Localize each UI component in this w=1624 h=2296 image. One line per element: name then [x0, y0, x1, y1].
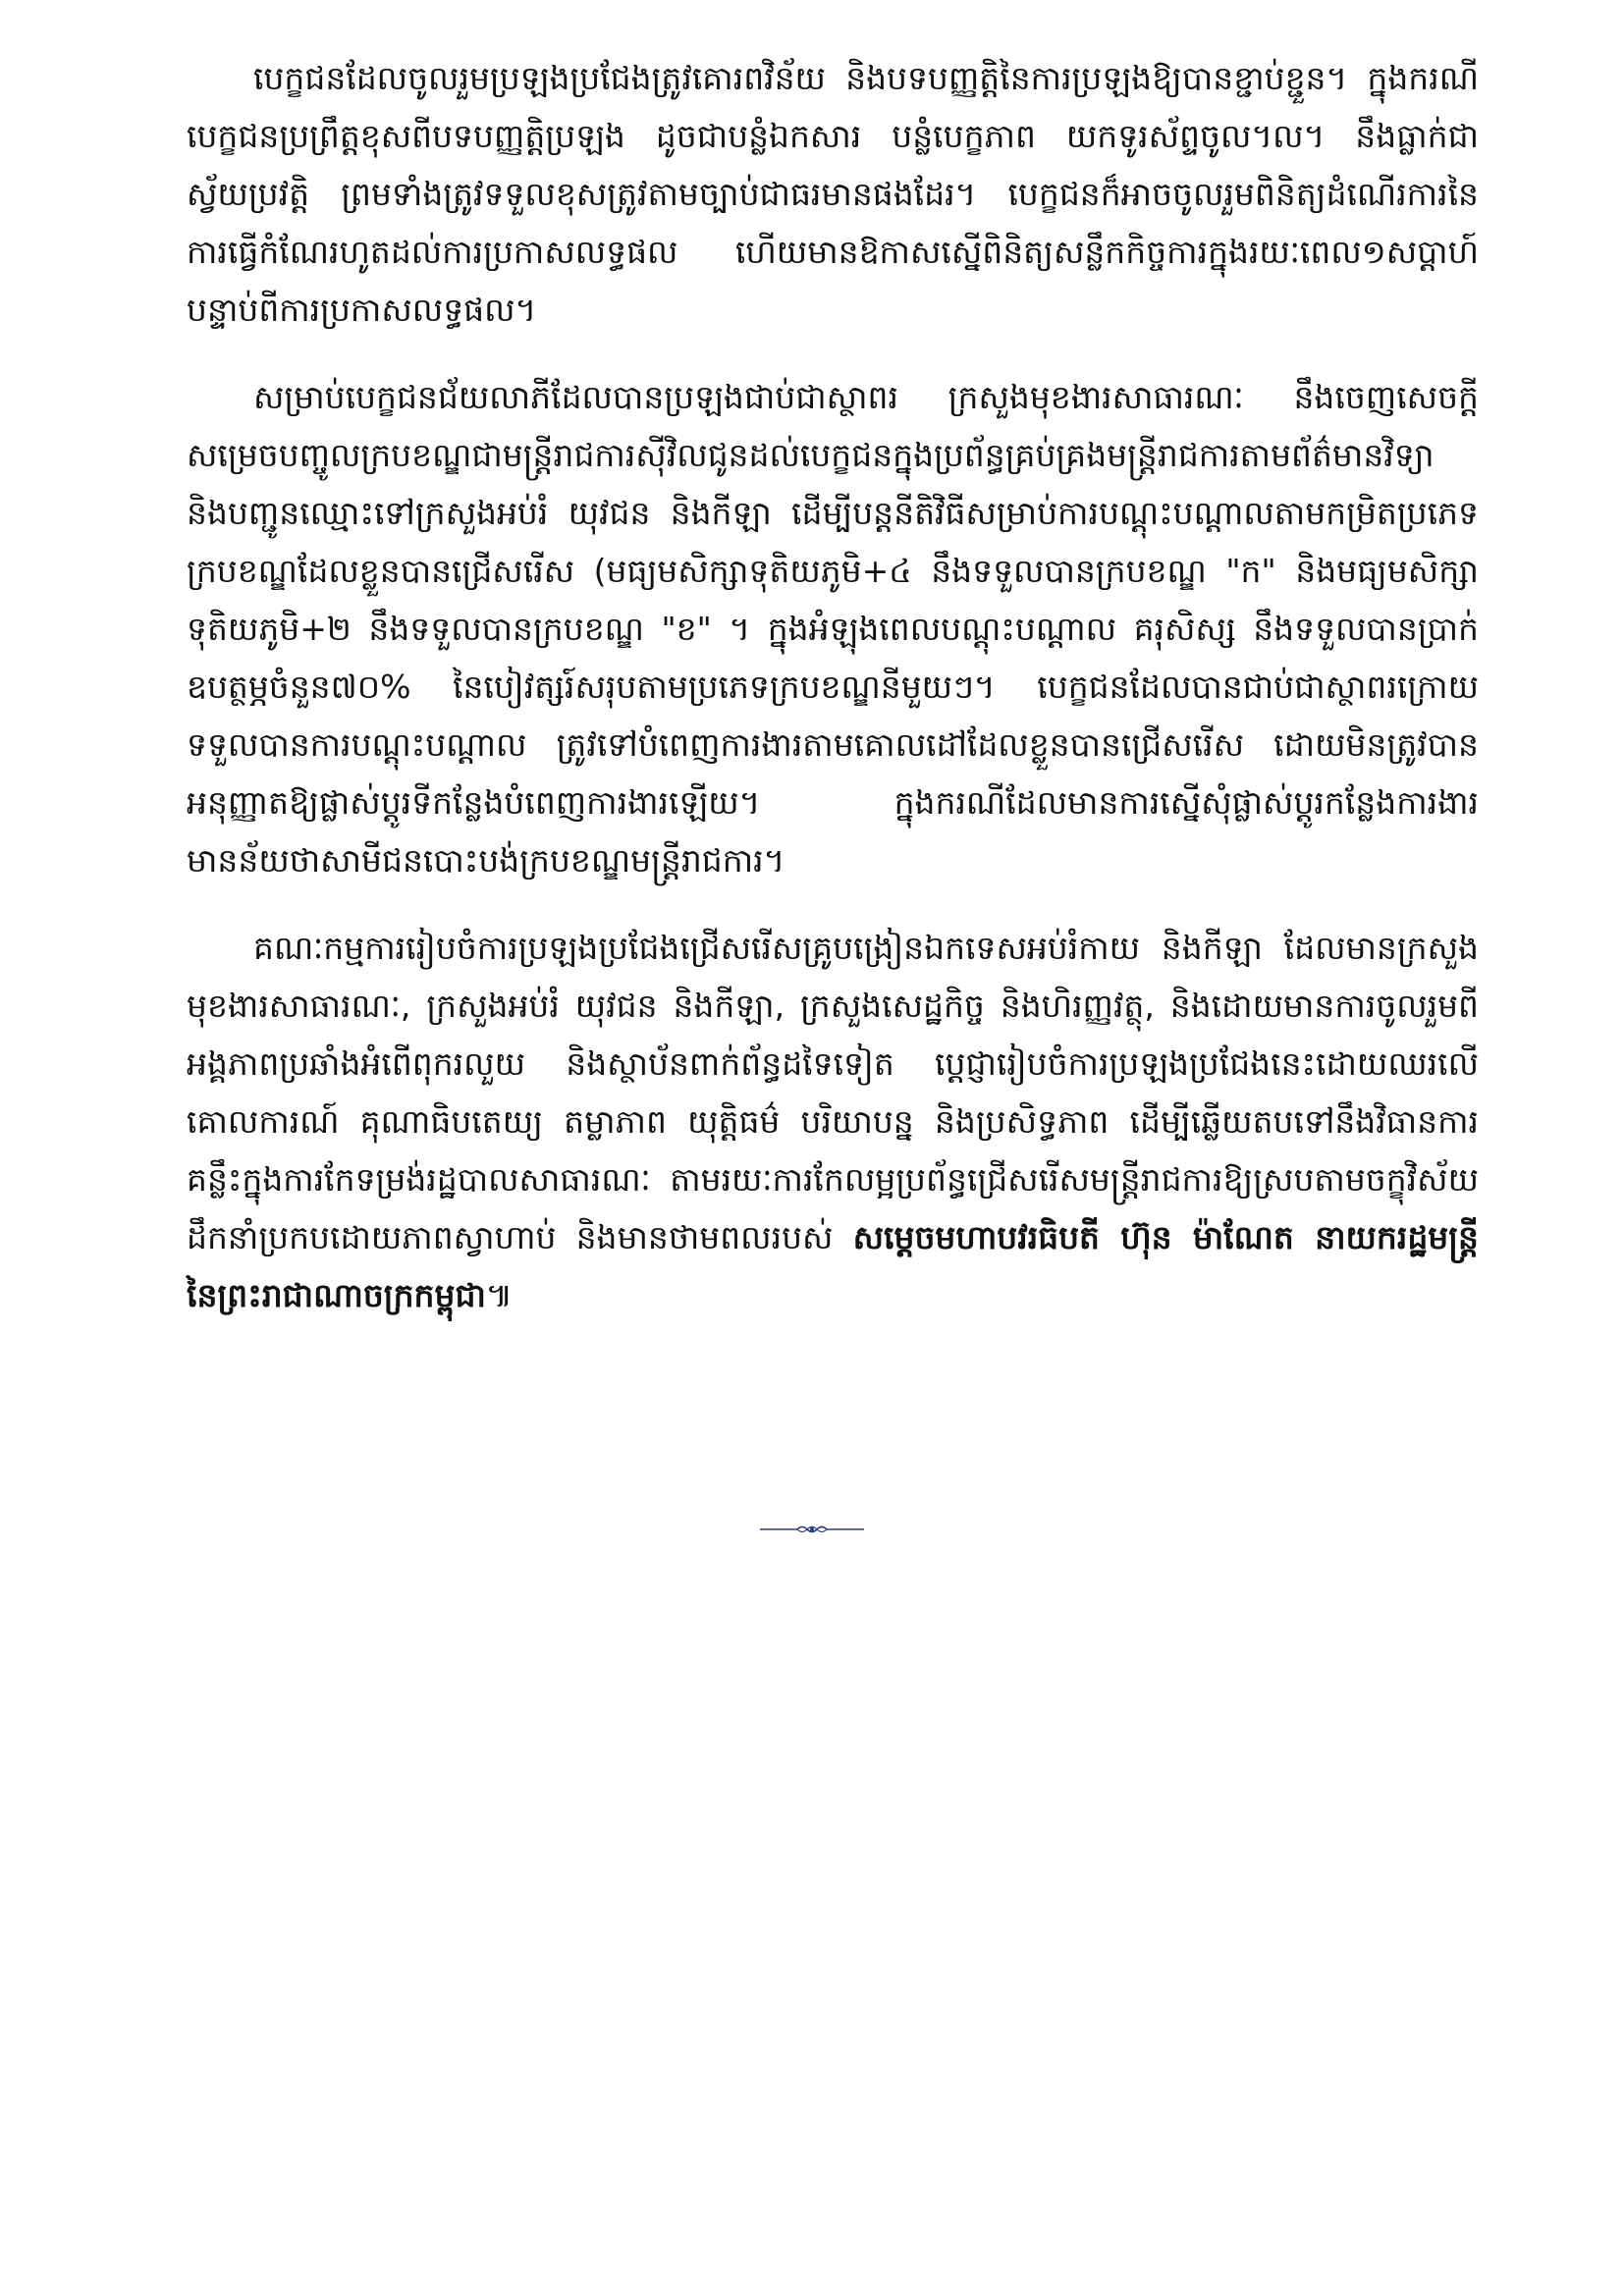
prime-minister-name: សម្តេចមហាបវរធិបតី ហ៊ុន ម៉ាណែត នាយករដ្ឋមន្ត្រី នៃព្រះរាជាណាចក្រកម្ពុជា	[187, 1218, 1480, 1314]
paragraph-candidate-rules: បេក្ខជនដែលចូលរួមប្រឡងប្រជែងត្រូវគោរពវិន័យ និងបទបញ្ញត្តិនៃការប្រឡងឱ្យបានខ្ជាប់ខ្ជួន។ ក្នុងករណីបេក្ខជនប្រព្រឹត្តខុសពីបទបញ្ញត្តិប្រឡង ដូចជាបន្លំឯកសារ បន្លំបេក្ខភាព យកទូរស័ព្ទចូល។ល។ នឹងធ្លាក់ជាស្វ័យប្រវត្តិ ព្រមទាំងត្រូវទទួលខុសត្រូវតាមច្បាប់ជាធរមានផងដែរ។ បេក្ខជនក៏អាចចូលរួមពិនិត្យដំណើរការនៃការធ្វើកំណែរហូតដល់ការប្រកាសលទ្ធផល ហើយមានឱកាសស្នើពិនិត្យសន្លឹកកិច្ចការក្នុងរយៈពេល១សប្តាហ៍បន្ទាប់ពីការប្រកាសលទ្ធផល។	[187, 59, 1479, 329]
end-ornament-icon	[758, 1520, 866, 1539]
paragraph-successful-candidates: សម្រាប់បេក្ខជនជ័យលាភីដែលបានប្រឡងជាប់ជាស្ថាពរ ក្រសួងមុខងារសាធារណៈ នឹងចេញសេចក្តីសម្រេចបញ្ចូលក្របខណ្ឌជាមន្ត្រីរាជការស៊ីវិលជូនដល់បេក្ខជនក្នុងប្រព័ន្ធគ្រប់គ្រងមន្ត្រីរាជការតាមព័ត៌មានវិទ្យា និងបញ្ជូនឈ្មោះទៅក្រសួងអប់រំ យុវជន និងកីឡា ដើម្បីបន្តនីតិវិធីសម្រាប់ការបណ្តុះបណ្តាលតាមកម្រិតប្រភេទក្របខណ្ឌដែលខ្លួនបានជ្រើសរើស (មធ្យមសិក្សាទុតិយភូមិ+៤ នឹងទទួលបានក្របខណ្ឌ "ក" និងមធ្យមសិក្សាទុតិយភូមិ+២ នឹងទទួលបានក្របខណ្ឌ "ខ" ។ ក្នុងអំឡុងពេលបណ្តុះបណ្តាល គរុសិស្ស នឹងទទួលបានប្រាក់ឧបត្ថម្ភចំនួន៧០% នៃបៀវត្សរ៍សរុបតាមប្រភេទក្របខណ្ឌនីមួយៗ។ បេក្ខជនដែលបានជាប់ជាស្ថាពរក្រោយទទួលបានការបណ្តុះបណ្តាល ត្រូវទៅបំពេញការងារតាមគោលដៅដែលខ្លួនបានជ្រើសរើស ដោយមិនត្រូវបានអនុញ្ញាតឱ្យផ្លាស់ប្តូរទីកន្លែងបំពេញការងារឡើយ។ ក្នុងករណីដែលមានការស្នើសុំផ្លាស់ប្តូរកន្លែងការងារ មានន័យថាសាមីជនបោះបង់ក្របខណ្ឌមន្ត្រីរាជការ។	[187, 378, 1479, 880]
paragraph-committee-text: គណៈកម្មការរៀបចំការប្រឡងប្រជែងជ្រើសរើសគ្រូបង្រៀនឯកទេសអប់រំកាយ និងកីឡា ដែលមានក្រសួងមុខងារសាធារណៈ, ក្រសួងអប់រំ យុវជន និងកីឡា, ក្រសួងសេដ្ឋកិច្ច និងហិរញ្ញវត្ថុ, និងដោយមានការចូលរួមពីអង្គភាពប្រឆាំងអំពើពុករលួយ និងស្ថាប័នពាក់ព័ន្ធដទៃទៀត ប្តេជ្ញារៀបចំការប្រឡងប្រជែងនេះដោយឈរលើគោលការណ៍ គុណាធិបតេយ្យ តម្លាភាព យុត្តិធម៌ បរិយាបន្ន និងប្រសិទ្ធភាព ដើម្បីឆ្លើយតបទៅនឹងវិធានការគន្លឹះក្នុងការកែទម្រង់រដ្ឋបាលសាធារណៈ តាមរយៈការកែលម្អប្រព័ន្ធជ្រើសរើសមន្ត្រីរាជការឱ្យស្របតាមចក្ខុវិស័យដឹកនាំប្រកបដោយភាពស្វាហាប់ និងមានថាមពលរបស់	[187, 929, 1479, 1256]
paragraph-organizing-committee	[187, 919, 1479, 1324]
paragraph-end-mark: ៕	[485, 1276, 514, 1314]
document-body	[187, 49, 1479, 1354]
